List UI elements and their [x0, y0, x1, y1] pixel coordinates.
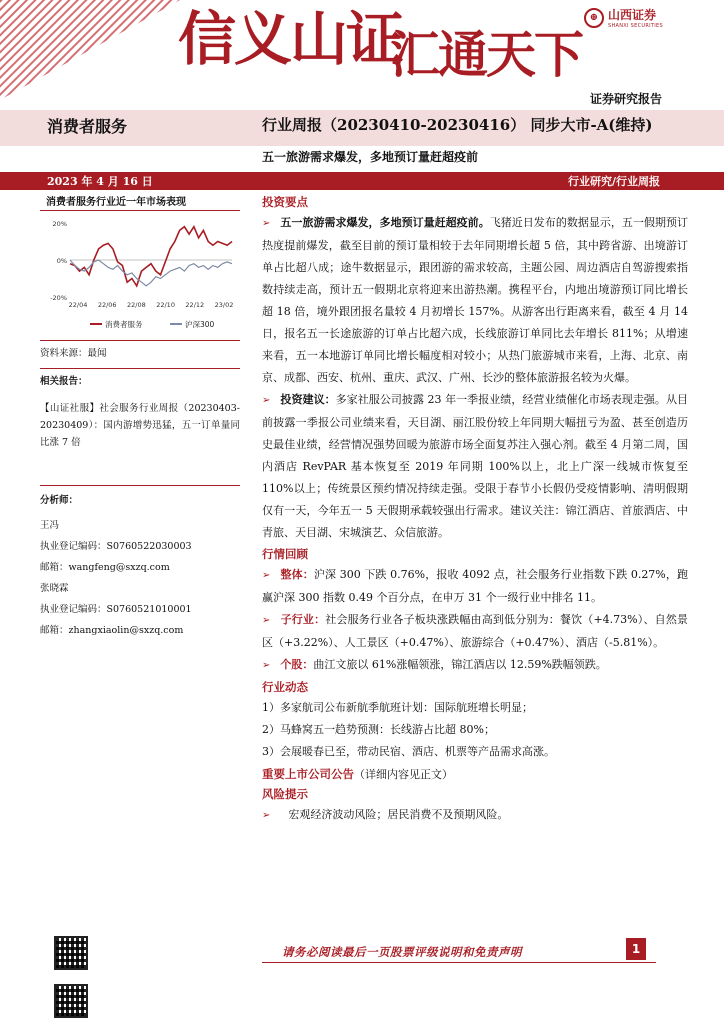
left-column [40, 193, 240, 639]
divider [40, 485, 240, 486]
news-item: 3）会展暖春已至，带动民宿、酒店、机票等产品需求高涨。 [262, 745, 555, 758]
section-title: 风险提示 [262, 787, 308, 801]
series-line-consumer-services [70, 227, 232, 286]
review-lead: 子行业： [280, 613, 326, 626]
footer-divider [262, 962, 656, 963]
bullet-arrow-icon: ➢ [262, 218, 271, 229]
qr-code-icon [54, 936, 88, 970]
x-tick-label: 22/04 [68, 301, 88, 309]
bullet-arrow-icon: ➢ [262, 615, 271, 626]
risk-paragraph [262, 804, 688, 827]
slogan-part2: 汇通天下 [390, 25, 582, 84]
section-title: 投资要点 [262, 195, 308, 209]
y-tick-label: -20% [50, 294, 67, 302]
review-paragraph [262, 564, 688, 609]
y-tick-label: 0% [56, 257, 67, 265]
report-category: 行业研究/行业周报 [568, 175, 661, 188]
bullet-arrow-icon: ➢ [262, 660, 271, 671]
announcement-note: （详细内容见正文） [354, 768, 453, 781]
announcement-heading [262, 763, 688, 786]
review-text: 曲江文旅以 61%涨幅领涨，锦江酒店以 12.59%跌幅领跌。 [313, 658, 607, 671]
investment-paragraph [262, 389, 688, 544]
investment-lead: 投资建议： [280, 393, 336, 406]
right-column [262, 192, 688, 827]
analyst-cert: 执业登记编码：S0760522030003 [40, 541, 192, 552]
news-item: 2）马蜂窝五一趋势预测：长线游占比超 80%； [262, 723, 495, 736]
risk-text: 宏观经济波动风险；居民消费不及预期风险。 [288, 808, 509, 821]
legend-label: 沪深300 [185, 320, 215, 329]
section-title: 重要上市公司公告 [262, 767, 354, 781]
company-name-en: SHANXI SECURITIES [608, 23, 663, 29]
company-name: 山西证券 [608, 8, 657, 22]
x-tick-label: 22/10 [156, 301, 175, 309]
investment-text: 多家社服公司披露 23 年一季报业绩，经营业绩催化市场表现走强。从目前披露一季报公司业绩来看，天目湖、丽江股份较上年同期大幅扭亏为盈、甚至创造历史最佳业绩，经营情况强势回暖为旅游市场全面复苏注入强心剂。截至 4 月第二周，国内酒店 RevPAR 基本恢复至 2019 年同期 100%以上，北上广深一线城市恢复至 110%以上；传统景区预约情况持续走强。受限于春节小长假仍受疫情影响、清明假期仅有一天，今年五一 5 天假期承载较强出行需求。建议关注：锦江酒店、首旅酒店、中青旅、天目湖、宋城演艺、众信旅游。 [262, 393, 688, 539]
analyst-email: 邮箱：zhangxiaolin@sxzq.com [40, 625, 184, 636]
review-paragraph [262, 609, 688, 654]
bullet-arrow-icon: ➢ [262, 395, 271, 406]
section-title: 行业动态 [262, 680, 308, 694]
section-title: 行情回顾 [262, 547, 308, 561]
bullet-arrow-icon: ➢ [262, 810, 271, 821]
report-type: 证券研究报告 [590, 92, 663, 106]
x-tick-label: 22/08 [127, 301, 146, 309]
analyst-name: 张晓霖 [40, 583, 69, 594]
bullet-arrow-icon: ➢ [262, 570, 271, 581]
chart-source: 资料来源：最闻 [40, 348, 107, 359]
sector-name: 消费者服务 [47, 117, 128, 136]
review-paragraph [262, 654, 688, 677]
related-title: 相关报告： [40, 376, 88, 387]
company-logo-icon: ⊕ [584, 8, 604, 28]
corner-pattern-icon [0, 0, 180, 100]
news-item: 1）多家航司公布新航季航班计划：国际航班增长明显； [262, 701, 533, 714]
key-point-lead: 五一旅游需求爆发，多地预订量赶超疫前。 [280, 216, 490, 229]
analyst-email: 邮箱：wangfeng@sxzq.com [40, 562, 170, 573]
related-report: 【山证社服】社会服务行业周报（20230403-20230409）：国内游增势迅猛，五一订单量同比涨 7 倍 [40, 403, 240, 448]
divider [40, 368, 240, 369]
y-tick-label: 20% [52, 220, 67, 228]
x-tick-label: 22/06 [97, 301, 117, 309]
report-title: 行业周报（20230410-20230416） 同步大市-A(维持) [262, 116, 653, 134]
x-tick-label: 23/02 [214, 301, 234, 309]
x-tick-label: 22/12 [185, 301, 205, 309]
key-point-text: 飞猪近日发布的数据显示，五一假期预订热度提前爆发，截至目前的预订量相较于去年同期增长超 5 倍，其中跨省游、出境游订单占比超八成；途牛数据显示，跟团游的需求较高，主题公园、周边酒店自驾游搜索指数持续走高，预计五一假期北京将迎来出游热潮。携程平台，内地出境游预订同比增长超 18 倍，境外跟团报名量较 4 月初增长 157%。从游客出行距离来看，截至 4 月 14 日，报名五一长途旅游的订单占比超六成，长线旅游订单同比去年增长 811%；从增速来看，五一本地游订单同比增长幅度相对较小；从热门旅游城市来看，上海、北京、南京、成都、西安、杭州、重庆、武汉、广州、长沙的整体旅游报名较为火爆。 [262, 216, 688, 384]
slogan-part1: 信义山证 [178, 5, 403, 73]
key-point-paragraph [262, 212, 688, 389]
chart-title: 消费者服务行业近一年市场表现 [46, 197, 186, 208]
analyst-cert: 执业登记编码：S0760521010001 [40, 604, 192, 615]
analyst-title: 分析师： [40, 495, 79, 506]
page-number: 1 [626, 938, 646, 960]
divider [40, 340, 240, 341]
review-text: 沪深 300 下跌 0.76%，报收 4092 点，社会服务行业指数下跌 0.27%，跑赢沪深 300 指数 0.49 个百分点，在申万 31 个一级行业中排名 11。 [262, 568, 688, 604]
qr-code-icon [54, 984, 88, 1018]
analyst-name: 王冯 [40, 520, 60, 531]
review-lead: 个股： [280, 658, 314, 671]
review-lead: 整体： [280, 568, 314, 581]
company-logo [584, 6, 663, 29]
report-date: 2023 年 4 月 16 日 [47, 175, 153, 188]
market-chart [40, 211, 240, 336]
legend-label: 消费者服务 [105, 320, 143, 329]
review-text: 社会服务行业各子板块涨跌幅由高到低分别为：餐饮（+4.73%）、自然景区（+3.22%）、人工景区（+0.47%）、旅游综合（+0.47%）、酒店（-5.81%）。 [262, 613, 688, 649]
disclaimer-notice: 请务必阅读最后一页股票评级说明和免责声明 [282, 945, 522, 959]
slogan-logo [178, 6, 598, 84]
report-subtitle: 五一旅游需求爆发，多地预订量赶超疫前 [262, 150, 479, 164]
